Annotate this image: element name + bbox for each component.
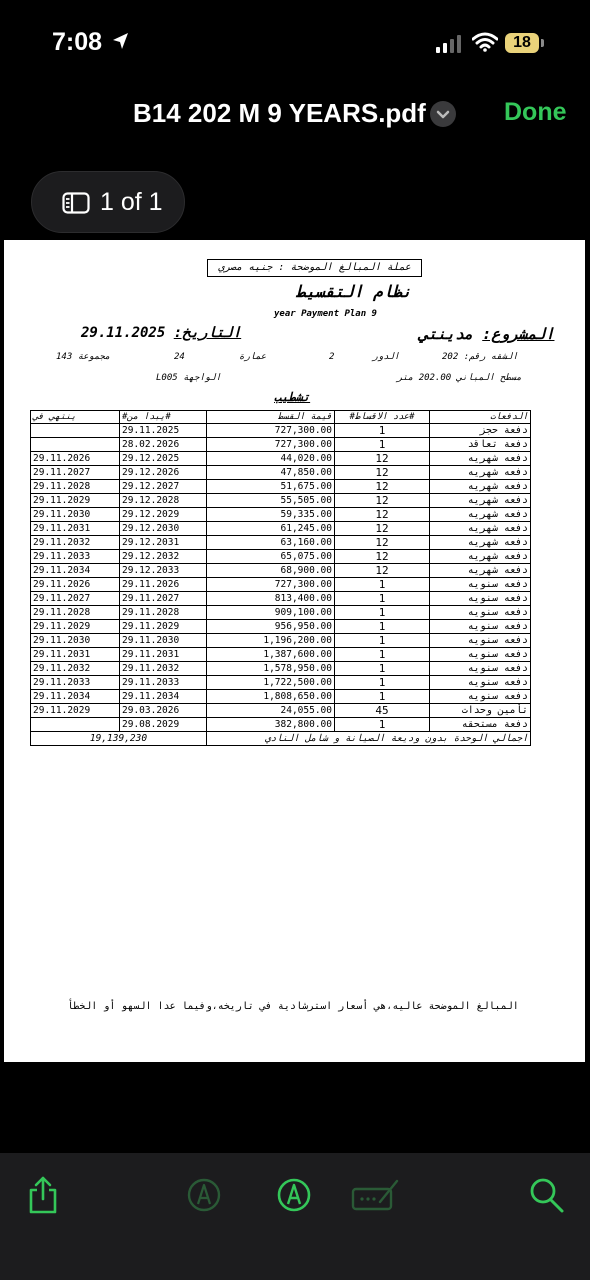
- table-row: [31, 424, 531, 438]
- cell-count: 12: [335, 452, 430, 466]
- table-row: [31, 466, 531, 480]
- project-name: مدينتي: [419, 325, 474, 343]
- cell-count: 12: [335, 494, 430, 508]
- cell-amount: 44,020.00: [207, 452, 335, 466]
- cell-amount: 55,505.00: [207, 494, 335, 508]
- cell-payment-type: دفعه سنويه: [430, 620, 531, 634]
- currency-note: عملة المبالغ الموضحة : جنيه مصري: [207, 259, 422, 277]
- area-label: مسطح المباني: [456, 373, 522, 383]
- cell-payment-type: دفعه شهريه: [430, 522, 531, 536]
- building-value: 24: [174, 352, 185, 362]
- cell-start-date: 29.11.2025: [120, 424, 207, 438]
- cell-amount: 1,196,200.00: [207, 634, 335, 648]
- cell-end-date: 29.11.2028: [31, 480, 120, 494]
- cell-payment-type: دفعه سنويه: [430, 690, 531, 704]
- cell-start-date: 29.11.2033: [120, 676, 207, 690]
- cell-end-date: 29.11.2034: [31, 564, 120, 578]
- cell-end-date: 29.11.2034: [31, 690, 120, 704]
- cell-start-date: 29.12.2033: [120, 564, 207, 578]
- status-bar: [0, 0, 590, 90]
- cell-end-date: 29.11.2030: [31, 634, 120, 648]
- cell-payment-type: دفعة مستحقه: [430, 718, 531, 732]
- table-row: [31, 718, 531, 732]
- sidebar-icon: [62, 192, 90, 219]
- total-row: [31, 732, 531, 745]
- unit-label: الشقه رقم:: [463, 352, 518, 362]
- table-row: [31, 438, 531, 452]
- cell-end-date: 29.11.2032: [31, 536, 120, 550]
- group-info: [56, 352, 110, 362]
- cell-count: 1: [335, 592, 430, 606]
- cell-amount: 24,055.00: [207, 704, 335, 718]
- date-label: التاريخ:: [173, 325, 242, 341]
- cell-end-date: 29.11.2027: [31, 466, 120, 480]
- plan-name: year Payment Plan 9: [274, 309, 377, 319]
- table-row: [31, 536, 531, 550]
- cell-payment-type: دفعه سنويه: [430, 662, 531, 676]
- cell-count: 12: [335, 522, 430, 536]
- group-value: 143: [56, 352, 73, 362]
- table-row: [31, 634, 531, 648]
- cell-amount: 813,400.00: [207, 592, 335, 606]
- cell-count: 1: [335, 606, 430, 620]
- page-indicator[interactable]: [31, 171, 185, 233]
- table-row: [31, 522, 531, 536]
- facade-info: [156, 373, 221, 383]
- pdf-page: [4, 240, 585, 1062]
- cell-start-date: 29.12.2030: [120, 522, 207, 536]
- cell-count: 1: [335, 578, 430, 592]
- page-count: 1 of 1: [100, 188, 163, 216]
- battery-icon: 18: [505, 33, 539, 53]
- total-label: اجمالي الوحدة بدون وديعة الصيانة و شامل النادي: [207, 732, 531, 745]
- column-header-end: ينتهي في: [31, 411, 120, 424]
- cell-count: 12: [335, 536, 430, 550]
- cell-start-date: 29.12.2029: [120, 508, 207, 522]
- cell-start-date: 29.11.2028: [120, 606, 207, 620]
- cellular-signal-icon: [436, 35, 464, 58]
- floor-info: [329, 352, 399, 362]
- cell-count: 1: [335, 620, 430, 634]
- table-row: [31, 480, 531, 494]
- cell-count: 45: [335, 704, 430, 718]
- cell-start-date: 29.12.2032: [120, 550, 207, 564]
- column-header-count: #عدد الاقساط#: [335, 411, 430, 424]
- column-header-type: الدفعات: [430, 411, 531, 424]
- cell-start-date: 29.11.2026: [120, 578, 207, 592]
- project-label: المشروع:: [482, 325, 555, 343]
- unit-value: 202: [442, 352, 459, 362]
- cell-end-date: [31, 438, 120, 452]
- cell-amount: 1,808,650.00: [207, 690, 335, 704]
- status-time: 7:08: [52, 28, 103, 56]
- cell-start-date: 28.02.2026: [120, 438, 207, 452]
- unit-info: [442, 352, 518, 362]
- cell-amount: 65,075.00: [207, 550, 335, 564]
- cell-amount: 61,245.00: [207, 522, 335, 536]
- cell-count: 1: [335, 662, 430, 676]
- cell-amount: 1,722,500.00: [207, 676, 335, 690]
- column-header-start: #يبدا من#: [120, 411, 207, 424]
- cell-payment-type: دفعه شهريه: [430, 480, 531, 494]
- cell-end-date: [31, 718, 120, 732]
- disclaimer-note: المبالغ الموضحة عاليه،هي أسعار استرشادية في تاريخه،وفيما عدا السهو أو الخطأ: [67, 1001, 519, 1012]
- cell-end-date: 29.11.2033: [31, 550, 120, 564]
- cell-end-date: 29.11.2031: [31, 648, 120, 662]
- cell-start-date: 29.03.2026: [120, 704, 207, 718]
- cell-start-date: 29.12.2026: [120, 466, 207, 480]
- cell-end-date: 29.11.2029: [31, 494, 120, 508]
- table-row: [31, 704, 531, 718]
- cell-end-date: 29.11.2032: [31, 662, 120, 676]
- cell-start-date: 29.11.2027: [120, 592, 207, 606]
- table-row: [31, 606, 531, 620]
- document-title[interactable]: B14 202 M 9 YEARS.pdf: [133, 98, 426, 128]
- table-row: [31, 592, 531, 606]
- table-row: [31, 690, 531, 704]
- cell-start-date: 29.11.2029: [120, 620, 207, 634]
- chevron-down-icon[interactable]: [430, 101, 456, 127]
- cell-amount: 63,160.00: [207, 536, 335, 550]
- table-row: [31, 578, 531, 592]
- cell-end-date: 29.11.2030: [31, 508, 120, 522]
- cell-start-date: 29.11.2031: [120, 648, 207, 662]
- facade-value: L005: [156, 373, 178, 383]
- cell-payment-type: دفعه شهريه: [430, 564, 531, 578]
- cell-start-date: 29.12.2025: [120, 452, 207, 466]
- column-header-amount: قيمة القسط: [207, 411, 335, 424]
- cell-payment-type: دفعه سنويه: [430, 606, 531, 620]
- cell-payment-type: دفعه سنويه: [430, 592, 531, 606]
- markup-outline-icon[interactable]: [186, 1175, 222, 1220]
- text-box-icon[interactable]: [350, 1175, 402, 1220]
- markup-icon[interactable]: [276, 1175, 312, 1220]
- cell-end-date: 29.11.2029: [31, 620, 120, 634]
- cell-amount: 68,900.00: [207, 564, 335, 578]
- wifi-icon: [472, 32, 498, 57]
- finishing-label: تشطيب: [274, 390, 311, 404]
- cell-payment-type: دفعه شهريه: [430, 550, 531, 564]
- cell-payment-type: دفعه سنويه: [430, 648, 531, 662]
- cell-count: 1: [335, 690, 430, 704]
- table-row: [31, 494, 531, 508]
- cell-count: 1: [335, 648, 430, 662]
- cell-payment-type: دفعه شهريه: [430, 452, 531, 466]
- table-row: [31, 564, 531, 578]
- cell-payment-type: تأمين وحدات: [430, 704, 531, 718]
- building-info: [174, 352, 266, 362]
- project-info: [419, 325, 554, 343]
- cell-amount: 382,800.00: [207, 718, 335, 732]
- cell-start-date: 29.11.2034: [120, 690, 207, 704]
- area-value: 202.00 متر: [397, 373, 452, 383]
- cell-amount: 59,335.00: [207, 508, 335, 522]
- cell-count: 1: [335, 438, 430, 452]
- cell-amount: 51,675.00: [207, 480, 335, 494]
- table-row: [31, 676, 531, 690]
- table-row: [31, 620, 531, 634]
- cell-end-date: [31, 424, 120, 438]
- cell-start-date: 29.08.2029: [120, 718, 207, 732]
- cell-start-date: 29.12.2031: [120, 536, 207, 550]
- building-label: عمارة: [239, 352, 267, 362]
- cell-amount: 1,387,600.00: [207, 648, 335, 662]
- search-icon[interactable]: [528, 1175, 566, 1220]
- cell-count: 12: [335, 480, 430, 494]
- floor-value: 2: [329, 352, 335, 362]
- cell-count: 1: [335, 634, 430, 648]
- cell-count: 12: [335, 466, 430, 480]
- cell-payment-type: دفعه شهريه: [430, 536, 531, 550]
- cell-amount: 909,100.00: [207, 606, 335, 620]
- payment-table: [30, 410, 531, 746]
- location-arrow-icon: [112, 32, 130, 55]
- share-icon[interactable]: [26, 1175, 60, 1220]
- date-value: 29.11.2025: [81, 325, 166, 341]
- cell-count: 12: [335, 550, 430, 564]
- cell-amount: 727,300.00: [207, 424, 335, 438]
- floor-label: الدور: [372, 352, 400, 362]
- cell-payment-type: دفعه سنويه: [430, 676, 531, 690]
- cell-start-date: 29.11.2030: [120, 634, 207, 648]
- system-title: نظام التقسيط: [296, 282, 412, 301]
- battery-tip: [541, 39, 544, 47]
- cell-payment-type: دفعه شهريه: [430, 508, 531, 522]
- cell-amount: 956,950.00: [207, 620, 335, 634]
- cell-end-date: 29.11.2026: [31, 452, 120, 466]
- cell-amount: 727,300.00: [207, 578, 335, 592]
- cell-count: 1: [335, 718, 430, 732]
- cell-start-date: 29.11.2032: [120, 662, 207, 676]
- cell-end-date: 29.11.2027: [31, 592, 120, 606]
- table-header-row: [31, 411, 531, 424]
- cell-count: 12: [335, 508, 430, 522]
- total-value: 19,139,230: [31, 732, 207, 745]
- cell-end-date: 29.11.2028: [31, 606, 120, 620]
- table-row: [31, 662, 531, 676]
- cell-end-date: 29.11.2026: [31, 578, 120, 592]
- cell-start-date: 29.12.2027: [120, 480, 207, 494]
- cell-end-date: 29.11.2033: [31, 676, 120, 690]
- cell-payment-type: دفعة تعاقد: [430, 438, 531, 452]
- table-row: [31, 550, 531, 564]
- cell-amount: 1,578,950.00: [207, 662, 335, 676]
- cell-amount: 727,300.00: [207, 438, 335, 452]
- cell-payment-type: دفعه شهريه: [430, 494, 531, 508]
- cell-start-date: 29.12.2028: [120, 494, 207, 508]
- cell-payment-type: دفعه شهريه: [430, 466, 531, 480]
- cell-end-date: 29.11.2031: [31, 522, 120, 536]
- cell-count: 1: [335, 676, 430, 690]
- bottom-toolbar: [0, 1153, 590, 1280]
- date-info: [81, 325, 241, 341]
- done-button[interactable]: Done: [504, 98, 567, 126]
- cell-payment-type: دفعه سنويه: [430, 578, 531, 592]
- table-row: [31, 648, 531, 662]
- group-label: مجموعة: [77, 352, 111, 362]
- cell-count: 1: [335, 424, 430, 438]
- table-row: [31, 452, 531, 466]
- area-info: [397, 373, 522, 383]
- cell-payment-type: دفعة حجز: [430, 424, 531, 438]
- facade-label: الواجهة: [183, 373, 222, 383]
- cell-amount: 47,850.00: [207, 466, 335, 480]
- cell-end-date: 29.11.2029: [31, 704, 120, 718]
- payment-table-body: [31, 424, 531, 732]
- cell-payment-type: دفعه سنويه: [430, 634, 531, 648]
- table-row: [31, 508, 531, 522]
- cell-count: 12: [335, 564, 430, 578]
